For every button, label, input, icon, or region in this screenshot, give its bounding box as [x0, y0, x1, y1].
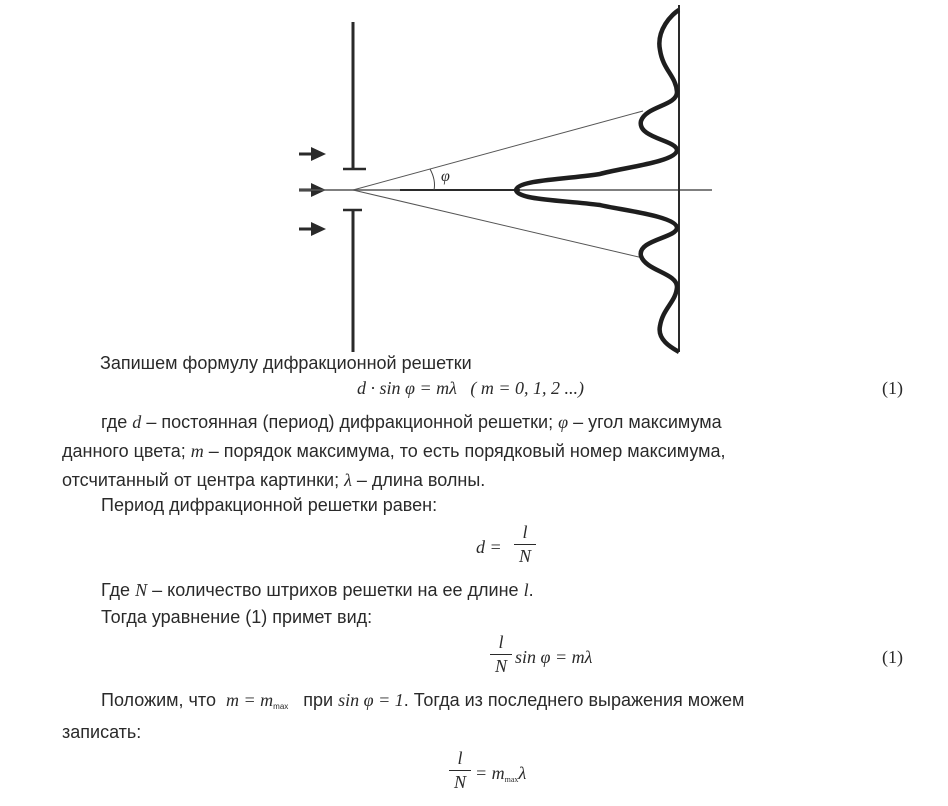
equation-2-denominator: N: [518, 546, 531, 566]
polozhim-line: [101, 690, 744, 717]
where-phi: φ: [558, 412, 569, 432]
where-line-1: [101, 412, 722, 432]
where-line-3-b: – длина волны.: [356, 470, 486, 490]
gde-a: Где: [101, 580, 131, 600]
equation-4-lambda: λ: [518, 763, 527, 783]
equation-4-denominator: N: [453, 772, 466, 792]
where-line-3: [62, 470, 485, 490]
equation-4-numerator: l: [457, 748, 463, 768]
togda-text: Тогда уравнение (1) примет вид:: [101, 607, 373, 627]
intro-text: Запишем формулу дифракционной решетки: [100, 353, 472, 373]
where-line-1-c: – угол максимума: [573, 412, 722, 432]
where-line-2-b: – порядок максимума, то есть порядковый номер максимума,: [208, 441, 726, 461]
polozhim-c: . Тогда из последнего выражения можем: [403, 690, 745, 710]
gde-b: – количество штрихов решетки на ее длине: [152, 580, 519, 600]
polozhim-sub: max: [273, 702, 289, 711]
polozhim-m: m = m: [226, 690, 274, 710]
equation-2-numerator: l: [522, 522, 528, 542]
fraction-bar: [449, 770, 471, 771]
where-d: d: [132, 412, 142, 432]
where-line-1-a: где: [101, 412, 128, 432]
incident-arrow-bottom: [299, 222, 326, 236]
equation-4-eq: = m: [475, 763, 505, 783]
angle-phi-label: φ: [441, 168, 450, 185]
equation-4-sub: max: [504, 775, 519, 784]
where-line-3-a: отсчитанный от центра картинки;: [62, 470, 340, 490]
equation-4-rhs: [475, 763, 526, 790]
ray-upper: [353, 111, 643, 190]
where-line-2-a: данного цвета;: [62, 441, 186, 461]
equation-1: [357, 378, 584, 398]
equation-4-fraction: [449, 748, 471, 793]
equation-1-main: d · sin φ = mλ: [357, 378, 457, 398]
ray-lower: [353, 190, 643, 258]
gde-N: N: [135, 580, 148, 600]
polozhim-a: Положим, что: [101, 690, 216, 710]
where-lambda: λ: [344, 470, 352, 490]
equation-2-lhs: d =: [476, 537, 502, 557]
angle-arc: [430, 169, 435, 190]
diffraction-diagram: [0, 0, 948, 360]
polozhim-b: при: [303, 690, 334, 710]
gde-l: l: [523, 580, 529, 600]
equation-1-condition: ( m = 0, 1, 2 ...): [470, 378, 585, 398]
where-m: m: [190, 441, 204, 461]
incident-arrow-top: [299, 147, 326, 161]
equation-2-fraction: [514, 522, 536, 567]
fraction-bar: [514, 544, 536, 545]
fraction-bar: [490, 654, 512, 655]
where-line-2: [62, 441, 726, 461]
equation-3-number: (1): [882, 647, 903, 667]
period-text: Период дифракционной решетки равен:: [101, 495, 438, 515]
intensity-curve: [516, 10, 679, 352]
zapisat-text: записать:: [62, 722, 142, 742]
gde-dot: .: [528, 580, 534, 600]
gde-line: [101, 580, 534, 600]
equation-3-rhs: sin φ = mλ: [515, 647, 593, 667]
equation-1-number: (1): [882, 378, 903, 398]
where-line-1-b: – постоянная (период) дифракционной решетки;: [146, 412, 554, 432]
equation-3-fraction: [490, 632, 512, 677]
equation-3-denominator: N: [494, 656, 507, 676]
polozhim-sin: sin φ = 1: [338, 690, 404, 710]
equation-3-numerator: l: [498, 632, 504, 652]
